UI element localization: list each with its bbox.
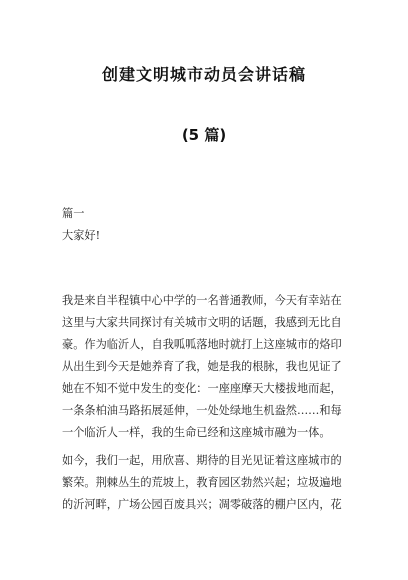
paragraph-line: 豪。作为临沂人，自我呱呱落地时就打上这座城市的烙印 [62, 338, 342, 351]
greeting: 大家好! [62, 229, 101, 242]
paragraph-line: 一个临沂人一样，我的生命已经和这座城市融为一体。 [62, 426, 331, 439]
paragraph-line: 我是来自半程镇中心中学的一名普通教师，今天有幸站在 [62, 294, 342, 307]
document-subtitle: (5 篇) [181, 126, 227, 144]
paragraph-line: 的沂河畔，广场公园百废具兴；凋零破落的棚户区内，花 [62, 498, 342, 511]
paragraph-line: 繁荣。荆棘丛生的荒坡上，教育园区勃然兴起；垃圾遍地 [62, 476, 342, 489]
section-label: 篇一 [62, 207, 85, 220]
paragraph-2 [62, 450, 352, 516]
paragraph-line: 她在不知不觉中发生的变化：一座座摩天大楼拔地而起， [62, 382, 342, 395]
paragraph-line: 一条条柏油马路拓展延伸，一处处绿地生机盎然……和每 [62, 404, 342, 417]
section-header [62, 203, 352, 247]
paragraph-line: 从出生到今天是她养育了我，她是我的根脉，我也见证了 [62, 360, 342, 373]
paragraph-1 [62, 290, 352, 444]
paragraph-line: 这里与大家共同探讨有关城市文明的话题，我感到无比自 [62, 316, 342, 329]
paragraph-line: 如今，我们一起，用欣喜、期待的目光见证着这座城市的 [62, 454, 342, 467]
document-title: 创建文明城市动员会讲话稿 [101, 65, 306, 84]
